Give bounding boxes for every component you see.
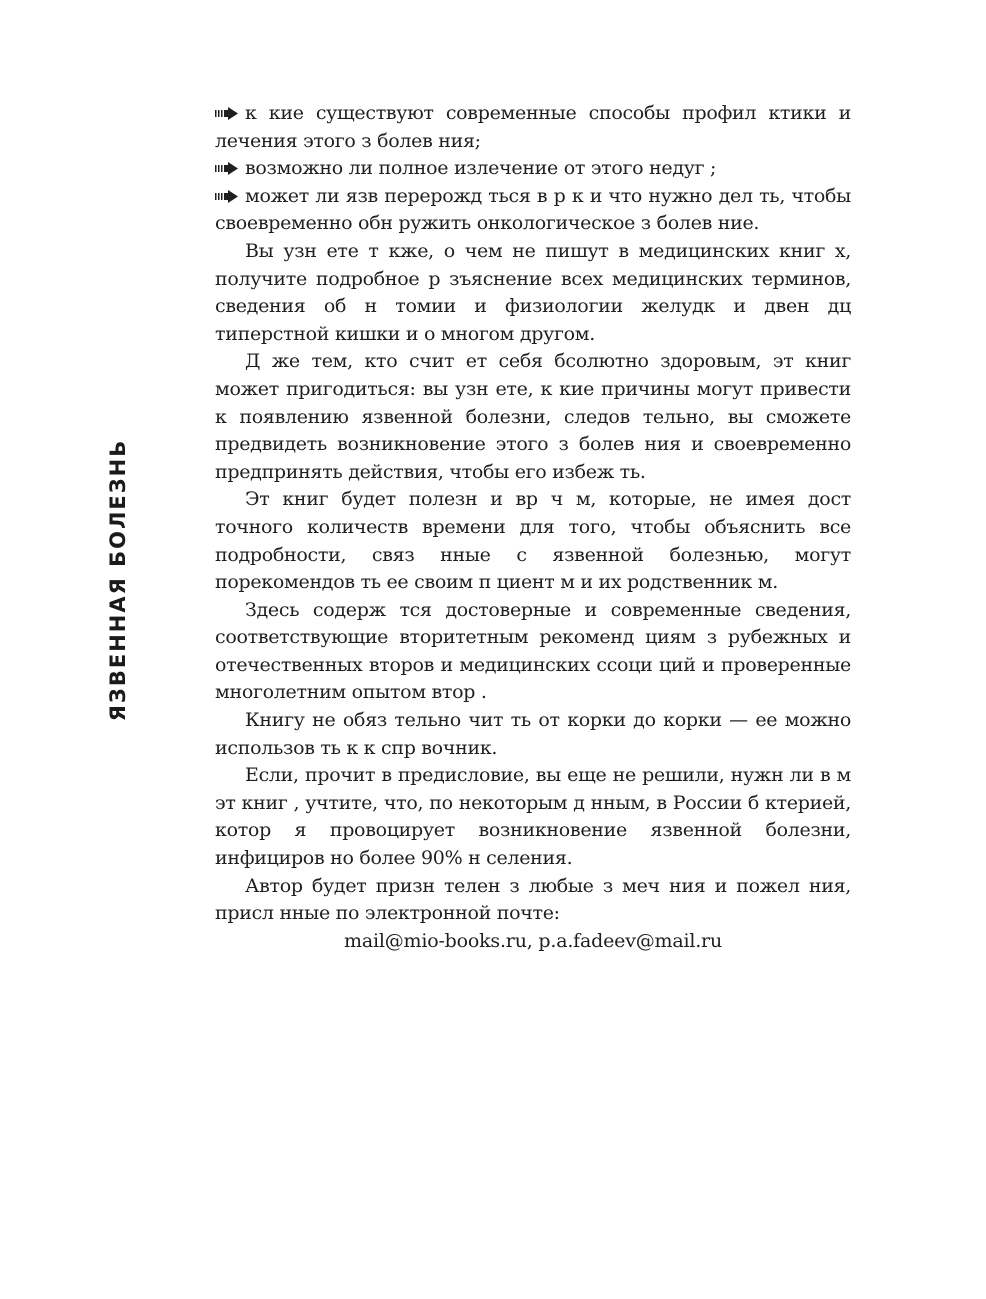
paragraph: Д же тем, кто счит ет себя бсолютно здоровым, эт книг может пригодиться: вы узн ете, к кие причины могут привести к появлению язвенной болезни, следов тельно, вы сможете предвидеть возникновение этого з болев ния и своевременно предпринять действия, чтобы его избеж ть. (215, 350, 851, 483)
bullet-text: к кие существуют современные способы профил ктики и лечения этого з болев ния; (215, 102, 851, 152)
bullet-text: возможно ли полное излечение от этого недуг ; (245, 157, 717, 180)
paragraph: Автор будет призн телен з любые з меч ния и пожел ния, присл нные по электронной почте: (215, 874, 851, 925)
contact-emails: mail@mio-books.ru, p.a.fadeev@mail.ru (344, 929, 722, 952)
bullet-text: может ли язв перерожд ться в р к и что нужно дел ть, чтобы своевременно обн ружить онкологическое з болев ние. (215, 184, 851, 235)
bullet-item (215, 183, 851, 238)
paragraph: Если, прочит в предисловие, вы еще не решили, нужн ли в м эт книг , учтите, что, по некоторым д нным, в России б ктерией, котор я провоцирует возникновение язвенной болезни, инфициров но более 90% н селения. (215, 764, 851, 870)
bullet-item (215, 155, 851, 183)
arrow-bullet-icon (215, 190, 239, 203)
running-title: ЯЗВЕННАЯ БОЛЕЗНЬ (106, 438, 130, 722)
paragraph: Книгу не обяз тельно чит ть от корки до корки — ее можно использов ть к к спр вочник. (215, 709, 851, 759)
paragraph: Эт книг будет полезн и вр ч м, которые, не имея дост точного количеств времени для того, чтобы объяснить все подробности, связ нные с язвенной болезнью, могут порекомендов ть ее своим п циент м и их родственник м. (215, 488, 851, 594)
paragraph: Здесь содерж тся достоверные и современные сведения, соответствующие вторитетным рекоменд циям з рубежных и отечественных второв и медицинских ссоци ций и проверенные многолетним опытом втор . (215, 598, 851, 704)
body-text (215, 100, 851, 955)
arrow-bullet-icon (215, 162, 239, 175)
bullet-item (215, 100, 851, 155)
paragraph: Вы узн ете т кже, о чем не пишут в медицинских книг х, получите подробное р зъяснение всех медицинских терминов, сведения об н томии и физиологии желудк и двен дц типерстной кишки и о многом другом. (215, 239, 851, 345)
arrow-bullet-icon (215, 107, 239, 120)
